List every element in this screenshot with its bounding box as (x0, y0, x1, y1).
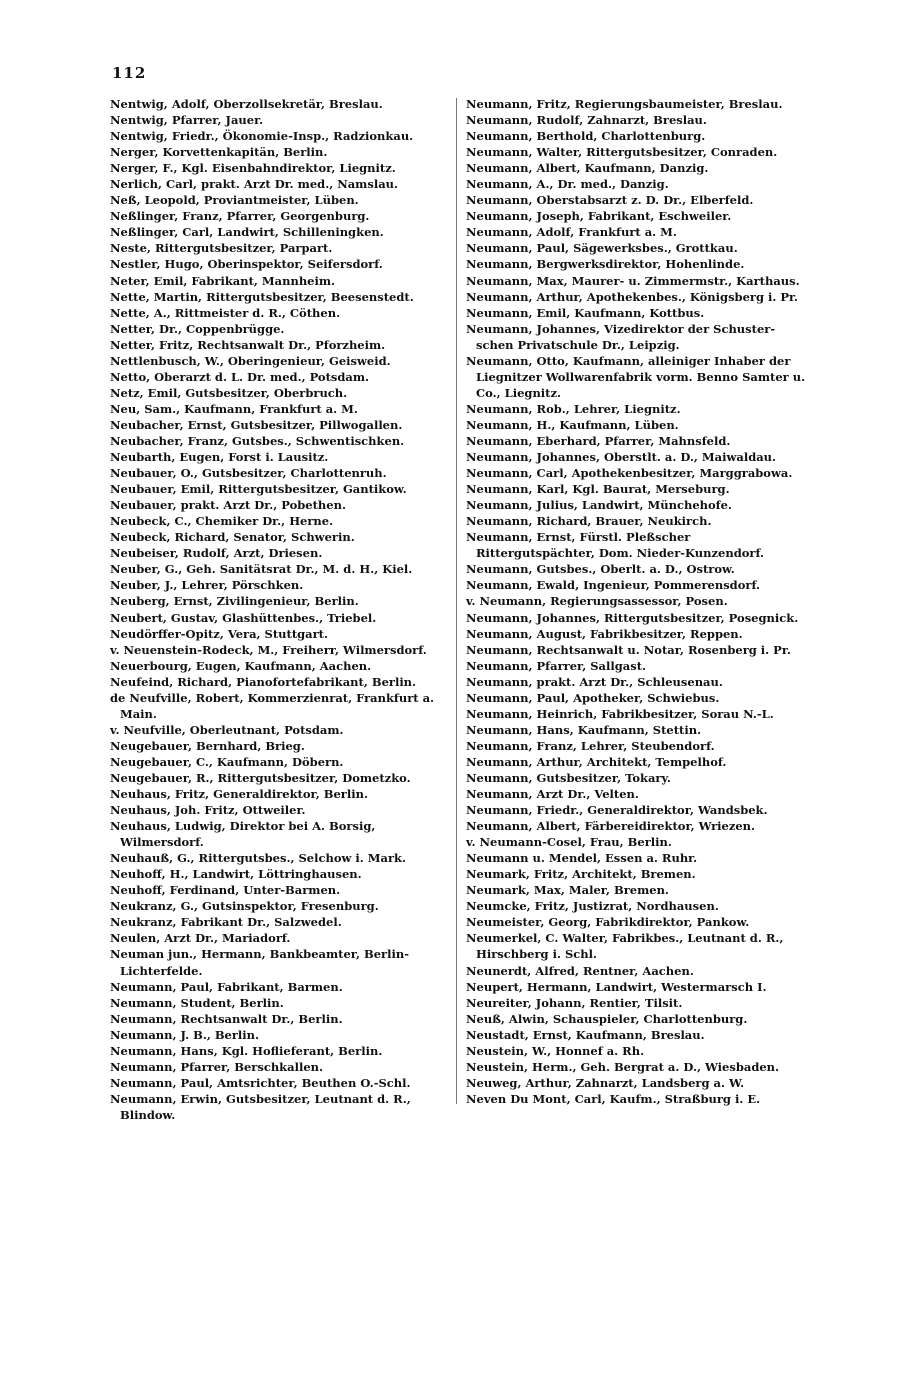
directory-entry: Neumann, Eberhard, Pfarrer, Mahnsfeld. (466, 433, 731, 448)
directory-entry: Neumann, Rechtsanwalt Dr., Berlin. (110, 1011, 343, 1026)
directory-entry: Neumann, Arthur, Apothekenbes., Königsberg i. Pr. (466, 289, 799, 304)
directory-entry: Neukranz, G., Gutsinspektor, Fresenburg. (110, 899, 379, 914)
directory-entry: Neubauer, Emil, Rittergutsbesitzer, Gantikow. (110, 482, 407, 497)
directory-entry: v. Neuenstein-Rodeck, M., Freiherr, Wilmersdorf. (110, 642, 427, 657)
directory-entry: Neumann, A., Dr. med., Danzig. (466, 177, 669, 192)
directory-entry: Neubeiser, Rudolf, Arzt, Driesen. (110, 546, 323, 561)
directory-entry: Neumann, Richard, Brauer, Neukirch. (466, 514, 712, 529)
directory-entry: Nettlenbusch, W., Oberingenieur, Geisweid. (110, 353, 391, 368)
directory-entry: Neu, Sam., Kaufmann, Frankfurt a. M. (110, 401, 358, 416)
directory-entry: Neuman jun., Hermann, Bankbeamter, Berlin-Lichterfelde. (110, 947, 409, 978)
directory-entry: Nentwig, Pfarrer, Jauer. (110, 113, 264, 128)
directory-entry: v. Neumann-Cosel, Frau, Berlin. (466, 835, 672, 850)
directory-entry: Neumann, Ewald, Ingenieur, Pommerensdorf. (466, 578, 760, 593)
directory-entry: Neubauer, O., Gutsbesitzer, Charlottenruh. (110, 466, 387, 481)
directory-entry: Neumann, Erwin, Gutsbesitzer, Leutnant d. R., Blindow. (110, 1091, 411, 1122)
directory-entry: v. Neumann, Regierungsassessor, Posen. (466, 594, 728, 609)
directory-entry: Netz, Emil, Gutsbesitzer, Oberbruch. (110, 385, 348, 400)
directory-entry: Neumann, Rudolf, Zahnarzt, Breslau. (466, 113, 707, 128)
directory-entry: Neumann, Bergwerksdirektor, Hohenlinde. (466, 257, 745, 272)
directory-entry: Nestler, Hugo, Oberinspektor, Seifersdorf. (110, 257, 383, 272)
directory-entry: Neuerbourg, Eugen, Kaufmann, Aachen. (110, 658, 372, 673)
directory-entry: Nette, Martin, Rittergutsbesitzer, Beesenstedt. (110, 289, 414, 304)
directory-entry: Neumeister, Georg, Fabrikdirektor, Pankow. (466, 915, 750, 930)
directory-entry: Neumann, H., Kaufmann, Lüben. (466, 417, 679, 432)
directory-entry: Neumann, Johannes, Oberstlt. a. D., Maiwaldau. (466, 450, 777, 465)
directory-entry: Neustadt, Ernst, Kaufmann, Breslau. (466, 1027, 705, 1042)
directory-entry: Neudörffer-Opitz, Vera, Stuttgart. (110, 626, 328, 641)
directory-entry: Netter, Fritz, Rechtsanwalt Dr., Pforzheim. (110, 337, 386, 352)
directory-entry: Neumann, Student, Berlin. (110, 995, 284, 1010)
right-column (466, 96, 809, 1107)
directory-entry: Neumann, Adolf, Frankfurt a. M. (466, 225, 677, 240)
directory-entry: Neumann, Carl, Apothekenbesitzer, Marggrabowa. (466, 466, 793, 481)
directory-entry: Netter, Dr., Coppenbrügge. (110, 321, 285, 336)
directory-entry: Neubacher, Franz, Gutsbes., Schwentischken. (110, 433, 405, 448)
directory-entry: Neumann, Fritz, Regierungsbaumeister, Breslau. (466, 97, 783, 111)
directory-entry: Neumann, Ernst, Fürstl. Pleßscher Rittergutspächter, Dom. Nieder-Kunzendorf. (466, 530, 765, 561)
directory-entry: Neß, Leopold, Proviantmeister, Lüben. (110, 193, 359, 208)
directory-entry: Neumann, Hans, Kgl. Hoflieferant, Berlin. (110, 1043, 383, 1058)
directory-entry: Neuber, J., Lehrer, Pörschken. (110, 578, 304, 593)
directory-entry: Neuhauß, G., Rittergutsbes., Selchow i. Mark. (110, 851, 407, 866)
directory-entry: Neumann, Hans, Kaufmann, Stettin. (466, 722, 702, 737)
directory-entry: Neukranz, Fabrikant Dr., Salzwedel. (110, 915, 342, 930)
directory-entry: Neumcke, Fritz, Justizrat, Nordhausen. (466, 899, 719, 914)
directory-entry: Neustein, Herm., Geh. Bergrat a. D., Wiesbaden. (466, 1059, 780, 1074)
directory-entry: Neumann u. Mendel, Essen a. Ruhr. (466, 851, 698, 866)
directory-entry: de Neufville, Robert, Kommerzienrat, Frankfurt a. Main. (110, 690, 435, 721)
directory-entry: Neubacher, Ernst, Gutsbesitzer, Pillwogallen. (110, 417, 403, 432)
directory-entry: Nerger, F., Kgl. Eisenbahndirektor, Liegnitz. (110, 161, 396, 176)
directory-entry: Neumann, J. B., Berlin. (110, 1027, 260, 1042)
directory-entry: Nerger, Korvettenkapitän, Berlin. (110, 145, 328, 160)
directory-entry: Neubeck, C., Chemiker Dr., Herne. (110, 514, 334, 529)
directory-entry: Neuhoff, H., Landwirt, Löttringhausen. (110, 867, 362, 882)
directory-entry: Neumann, Karl, Kgl. Baurat, Merseburg. (466, 482, 730, 497)
directory-entry: Neugebauer, Bernhard, Brieg. (110, 738, 305, 753)
directory-entry: Neumann, Pfarrer, Sallgast. (466, 658, 647, 673)
column-divider (456, 98, 457, 1104)
directory-entry: Neven Du Mont, Carl, Kaufm., Straßburg i. E. (466, 1091, 761, 1106)
directory-entry: Nette, A., Rittmeister d. R., Cöthen. (110, 305, 341, 320)
directory-entry: Neuweg, Arthur, Zahnarzt, Landsberg a. W. (466, 1075, 745, 1090)
directory-entry: Neuberg, Ernst, Zivilingenieur, Berlin. (110, 594, 359, 609)
directory-entry: Neufeind, Richard, Pianofortefabrikant, Berlin. (110, 674, 417, 689)
left-column (110, 96, 453, 1123)
directory-entry: Neupert, Hermann, Landwirt, Westermarsch I. (466, 979, 767, 994)
directory-entry: Neumann, Franz, Lehrer, Steubendorf. (466, 738, 715, 753)
directory-entry: Neureiter, Johann, Rentier, Tilsit. (466, 995, 683, 1010)
directory-entry: Neubauer, prakt. Arzt Dr., Pobethen. (110, 498, 346, 513)
directory-entry: v. Neufville, Oberleutnant, Potsdam. (110, 722, 344, 737)
directory-entry: Neumann, Otto, Kaufmann, alleiniger Inhaber der Liegnitzer Wollwarenfabrik vorm. Benno Samter u. Co., Liegnitz. (466, 353, 806, 400)
directory-entry: Neumann, Paul, Fabrikant, Barmen. (110, 979, 343, 994)
directory-entry: Neuber, G., Geh. Sanitätsrat Dr., M. d. H., Kiel. (110, 562, 413, 577)
directory-entry: Neste, Rittergutsbesitzer, Parpart. (110, 241, 333, 256)
directory-entry: Neubert, Gustav, Glashüttenbes., Triebel. (110, 610, 377, 625)
directory-entry: Neumann, Emil, Kaufmann, Kottbus. (466, 305, 705, 320)
directory-entry: Neumann, Friedr., Generaldirektor, Wandsbek. (466, 803, 768, 818)
directory-entry: Neumann, Johannes, Vizedirektor der Schuster-schen Privatschule Dr., Leipzig. (466, 321, 776, 352)
directory-entry: Nentwig, Adolf, Oberzollsekretär, Breslau. (110, 97, 383, 111)
directory-entry: Neuhaus, Fritz, Generaldirektor, Berlin. (110, 787, 368, 802)
directory-entry: Neumann, Johannes, Rittergutsbesitzer, Posegnick. (466, 610, 799, 625)
directory-entry: Neumann, Oberstabsarzt z. D. Dr., Elberfeld. (466, 193, 754, 208)
directory-entry: Nerlich, Carl, prakt. Arzt Dr. med., Namslau. (110, 177, 399, 192)
directory-entry: Netto, Oberarzt d. L. Dr. med., Potsdam. (110, 369, 370, 384)
directory-entry: Neustein, W., Honnef a. Rh. (466, 1043, 645, 1058)
directory-entry: Neumann, Rechtsanwalt u. Notar, Rosenberg i. Pr. (466, 642, 791, 657)
directory-entry: Neugebauer, R., Rittergutsbesitzer, Dometzko. (110, 770, 411, 785)
directory-entry: Neubarth, Eugen, Forst i. Lausitz. (110, 450, 329, 465)
directory-entry: Neumann, Rob., Lehrer, Liegnitz. (466, 401, 681, 416)
directory-entry: Neumann, Julius, Landwirt, Münchehofe. (466, 498, 732, 513)
directory-entry: Nentwig, Friedr., Ökonomie-Insp., Radzionkau. (110, 129, 414, 144)
directory-entry: Neumann, Max, Maurer- u. Zimmermstr., Karthaus. (466, 273, 800, 288)
directory-entry: Neumann, Paul, Sägewerksbes., Grottkau. (466, 241, 738, 256)
directory-entry: Neumann, Berthold, Charlottenburg. (466, 129, 706, 144)
directory-entry: Neuhaus, Joh. Fritz, Ottweiler. (110, 803, 306, 818)
directory-entry: Neumann, Joseph, Fabrikant, Eschweiler. (466, 209, 732, 224)
directory-entry: Neumann, prakt. Arzt Dr., Schleusenau. (466, 674, 723, 689)
directory-entry: Neßlinger, Carl, Landwirt, Schilleningken. (110, 225, 384, 240)
directory-entry: Neubeck, Richard, Senator, Schwerin. (110, 530, 355, 545)
directory-entry: Neumann, Heinrich, Fabrikbesitzer, Sorau N.-L. (466, 706, 774, 721)
page-number: 112 (112, 64, 147, 82)
directory-entry: Neumann, Walter, Rittergutsbesitzer, Conraden. (466, 145, 778, 160)
directory-entry: Neuhaus, Ludwig, Direktor bei A. Borsig, Wilmersdorf. (110, 819, 376, 850)
directory-entry: Neugebauer, C., Kaufmann, Döbern. (110, 754, 344, 769)
directory-entry: Neumark, Max, Maler, Bremen. (466, 883, 669, 898)
directory-entry: Neumann, Gutsbesitzer, Tokary. (466, 770, 671, 785)
directory-entry: Neumann, Albert, Färbereidirektor, Wriezen. (466, 819, 756, 834)
directory-entry: Neumerkel, C. Walter, Fabrikbes., Leutnant d. R., Hirschberg i. Schl. (466, 931, 784, 962)
directory-entry: Neunerdt, Alfred, Rentner, Aachen. (466, 963, 694, 978)
directory-entry: Neumann, Paul, Apotheker, Schwiebus. (466, 690, 720, 705)
directory-entry: Neumann, Pfarrer, Berschkallen. (110, 1059, 324, 1074)
directory-entry: Neter, Emil, Fabrikant, Mannheim. (110, 273, 336, 288)
directory-entry: Neumann, Paul, Amtsrichter, Beuthen O.-Schl. (110, 1075, 411, 1090)
directory-entry: Neuhoff, Ferdinand, Unter-Barmen. (110, 883, 341, 898)
directory-entry: Neumann, Albert, Kaufmann, Danzig. (466, 161, 709, 176)
directory-entry: Neumann, Arthur, Architekt, Tempelhof. (466, 754, 727, 769)
directory-entry: Neumann, Gutsbes., Oberlt. a. D., Ostrow. (466, 562, 735, 577)
directory-entry: Neumann, Arzt Dr., Velten. (466, 787, 639, 802)
directory-entry: Neuß, Alwin, Schauspieler, Charlottenburg. (466, 1011, 748, 1026)
directory-entry: Neumark, Fritz, Architekt, Bremen. (466, 867, 696, 882)
directory-entry: Neumann, August, Fabrikbesitzer, Reppen. (466, 626, 743, 641)
directory-entry: Neßlinger, Franz, Pfarrer, Georgenburg. (110, 209, 370, 224)
directory-entry: Neulen, Arzt Dr., Mariadorf. (110, 931, 291, 946)
